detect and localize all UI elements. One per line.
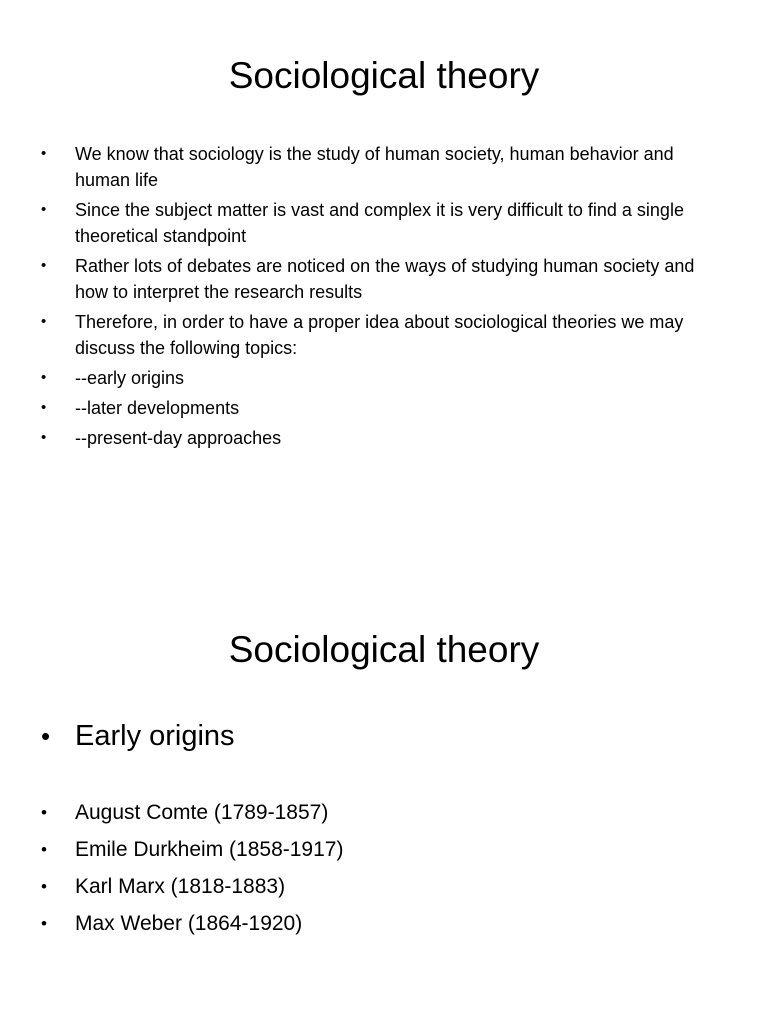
bullet-icon: • bbox=[41, 399, 47, 416]
bullet-text: Early origins bbox=[75, 720, 235, 752]
list-item bbox=[41, 141, 731, 193]
bullet-text: --early origins bbox=[75, 368, 185, 388]
bullet-icon: • bbox=[41, 313, 47, 330]
bullet-icon: • bbox=[41, 803, 47, 822]
bullet-icon: • bbox=[41, 840, 47, 859]
bullet-text: Rather lots of debates are noticed on the ways of studying human society and how to interpret the research results bbox=[75, 256, 695, 302]
bullet-icon: • bbox=[41, 369, 47, 386]
list-item bbox=[41, 425, 731, 451]
names-list bbox=[41, 798, 731, 946]
bullet-text: Karl Marx (1818-1883) bbox=[75, 875, 286, 898]
bullet-text: We know that sociology is the study of human society, human behavior and human life bbox=[75, 144, 674, 190]
list-item bbox=[41, 309, 731, 361]
list-item bbox=[41, 798, 731, 828]
bullet-text: Max Weber (1864-1920) bbox=[75, 912, 303, 935]
list-item bbox=[41, 716, 731, 756]
bullet-icon: • bbox=[41, 914, 47, 933]
list-item bbox=[41, 835, 731, 865]
slide-title: Sociological theory bbox=[228, 55, 540, 96]
bullet-list bbox=[41, 141, 731, 455]
heading-bullet-list bbox=[41, 716, 731, 756]
bullet-icon: • bbox=[41, 429, 47, 446]
list-item bbox=[41, 395, 731, 421]
bullet-icon: • bbox=[41, 201, 47, 218]
bullet-icon: • bbox=[41, 877, 47, 896]
bullet-text: Since the subject matter is vast and complex it is very difficult to find a single theoretical standpoint bbox=[75, 200, 684, 246]
bullet-text: --later developments bbox=[75, 398, 240, 418]
bullet-text: --present-day approaches bbox=[75, 428, 282, 448]
list-item bbox=[41, 909, 731, 939]
slide-title: Sociological theory bbox=[228, 629, 540, 670]
bullet-text: Emile Durkheim (1858-1917) bbox=[75, 838, 344, 861]
list-item bbox=[41, 872, 731, 902]
bullet-text: August Comte (1789-1857) bbox=[75, 801, 329, 824]
slide-2 bbox=[0, 512, 768, 1024]
bullet-text: Therefore, in order to have a proper idea about sociological theories we may discuss the following topics: bbox=[75, 312, 684, 358]
bullet-icon: • bbox=[41, 257, 47, 274]
bullet-icon: • bbox=[41, 145, 47, 162]
list-item bbox=[41, 253, 731, 305]
bullet-icon: • bbox=[41, 721, 51, 751]
list-item bbox=[41, 197, 731, 249]
list-item bbox=[41, 365, 731, 391]
